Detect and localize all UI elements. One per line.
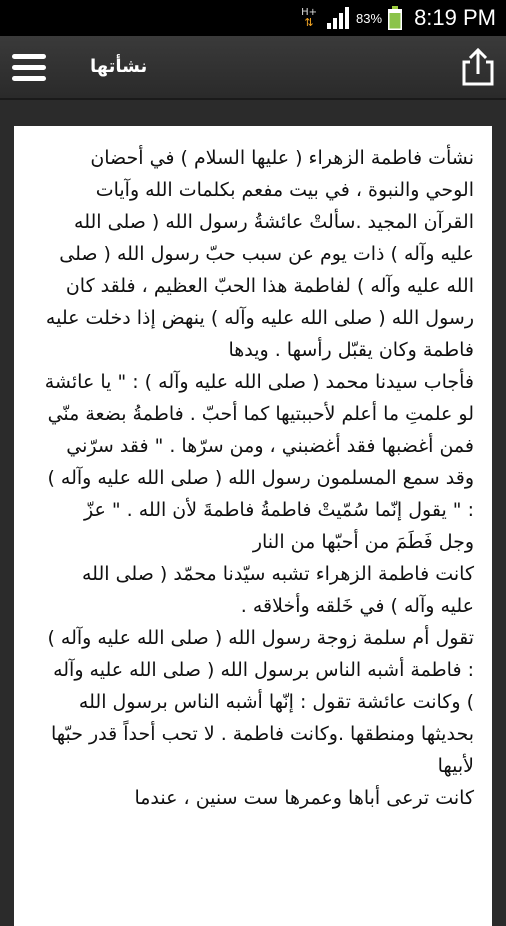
battery-percentage: 83% <box>356 10 383 26</box>
status-icons <box>298 0 496 36</box>
share-button[interactable] <box>460 48 496 86</box>
article-paragraph: تقول أم سلمة زوجة رسول الله ( صلى الله عليه وآله ) : فاطمة أشبه الناس برسول الله ( صلى الله عليه وآله ) وكانت عائشة تقول : إنّها أشبه الناس برسول الله بحديثها ومنطقها .وكانت فاطمة . لا تحب أحداً قدر حبّها لأبيها <box>47 627 474 777</box>
network-type-icon <box>298 4 320 32</box>
article-text <box>44 142 474 814</box>
share-icon <box>460 48 496 86</box>
article-card <box>14 126 492 926</box>
article-paragraph: فأجاب سيدنا محمد ( صلى الله عليه وآله ) : " يا عائشة لو علمتِ ما أعلم لأحببتيها كما أحبّ . فاطمةُ بضعة منّي فمن أغضبها فقد أغضبني ، ومن سرّها . " فقد سرّني <box>44 371 474 457</box>
signal-strength-icon <box>326 7 350 29</box>
content-area[interactable] <box>0 100 506 900</box>
article-paragraph: وقد سمع المسلمون رسول الله ( صلى الله عليه وآله ) : " يقول إنّما سُمّيتْ فاطمةُ فاطمةَ لأن الله . " عزّ وجل فَطَمَ من أحبّها من النار <box>47 467 474 553</box>
battery-icon <box>388 6 402 30</box>
network-type-label: H+ <box>301 7 317 18</box>
status-bar <box>0 0 506 36</box>
hamburger-icon-bar <box>12 65 46 70</box>
menu-button[interactable] <box>8 48 50 86</box>
page-title: نشأتها <box>90 56 148 77</box>
hamburger-icon-bar <box>12 54 46 59</box>
clock: 8:19 PM <box>414 5 496 30</box>
article-paragraph: كانت فاطمة الزهراء تشبه سيّدنا محمّد ( صلى الله عليه وآله ) في خَلقه وأخلاقه . <box>81 563 474 617</box>
data-arrows-icon: ⇅ <box>304 16 314 29</box>
article-paragraph: نشأت فاطمة الزهراء ( عليها السلام ) في أحضان الوحي والنبوة ، في بيت مفعم بكلمات الله وآيات القرآن المجيد .سألتْ عائشةُ رسول الله ( صلى الله عليه وآله ) ذات يوم عن سبب حبّ رسول الله ( صلى الله عليه وآله ) لفاطمة هذا الحبّ العظيم ، فلقد كان رسول الله ( صلى الله عليه وآله ) ينهض إذا دخلت عليه فاطمة وكان يقبّل رأسها . ويدها <box>45 147 474 361</box>
hamburger-icon-bar <box>12 76 46 81</box>
article-paragraph: كانت ترعى أباها وعمرها ست سنين ، عندما <box>134 787 474 809</box>
action-bar <box>0 36 506 100</box>
